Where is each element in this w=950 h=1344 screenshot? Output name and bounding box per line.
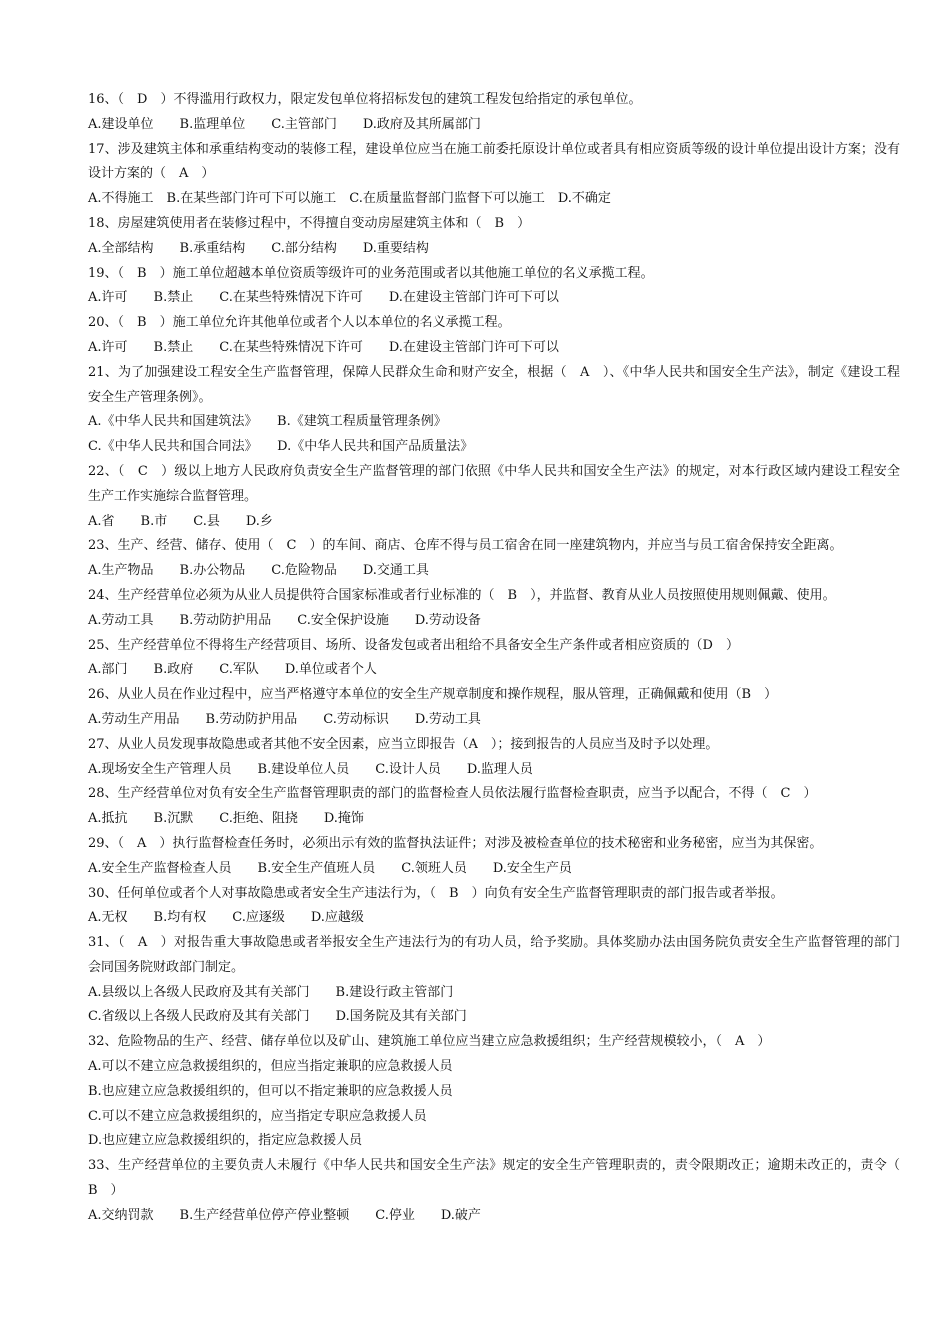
question-text: 16、（ D ）不得滥用行政权力，限定发包单位将招标发包的建筑工程发包给指定的承包单位。 (88, 92, 642, 107)
question-text: 27、从业人员发现事故隐患或者其他不安全因素，应当立即报告（A ）；接到报告的人员应当及时予以处理。 (88, 736, 719, 752)
answer-options: A.无权 B.均有权 C.应逐级 D.应越级 (88, 910, 364, 926)
question-text: 33、生产经营单位的主要负责人未履行《中华人民共和国安全生产法》规定的安全生产管理职责的，责令限期改正；逾期未改正的，责令（ B ） (88, 1158, 914, 1199)
answer-options: C.《中华人民共和国合同法》 D.《中华人民共和国产品质量法》 (88, 439, 474, 455)
question-list (88, 88, 914, 1229)
question-text: 31、（ A ）对报告重大事故隐患或者举报安全生产违法行为的有功人员，给予奖励。具体奖励办法由国务院负责安全生产监督管理的部门会同国务院财政部门制定。 (88, 935, 900, 975)
question-text: 32、危险物品的生产、经营、储存单位以及矿山、建筑施工单位应当建立应急救援组织；生产经营规模较小，（ A ） (88, 1034, 771, 1050)
answer-options: A.许可 B.禁止 C.在某些特殊情况下许可 D.在建设主管部门许可下可以 (88, 339, 559, 355)
answer-options: A.抵抗 B.沉默 C.拒绝、阻挠 D.掩饰 (88, 811, 364, 827)
answer-options: A.许可 B.禁止 C.在某些特殊情况下许可 D.在建设主管部门许可下可以 (88, 290, 559, 306)
answer-options: A.全部结构 B.承重结构 C.部分结构 D.重要结构 (88, 240, 429, 256)
question-text: 29、（ A ）执行监督检查任务时，必须出示有效的监督执法证件；对涉及被检查单位的技术秘密和业务秘密，应当为其保密。 (88, 835, 823, 851)
answer-options: A.劳动生产用品 B.劳动防护用品 C.劳动标识 D.劳动工具 (88, 711, 481, 727)
answer-options: A.省 B.市 C.县 D.乡 (88, 513, 273, 529)
answer-options: C.省级以上各级人民政府及其有关部门 D.国务院及其有关部门 (88, 1009, 467, 1025)
answer-options: B.也应建立应急救援组织的，但可以不指定兼职的应急救援人员 (88, 1083, 453, 1099)
answer-options: A.交纳罚款 B.生产经营单位停产停业整顿 C.停业 D.破产 (88, 1207, 481, 1223)
answer-options: A.安全生产监督检查人员 B.安全生产值班人员 C.领班人员 D.安全生产员 (88, 860, 572, 876)
question-text: 23、生产、经营、储存、使用（ C ）的车间、商店、仓库不得与员工宿舍在同一座建筑物内，并应当与员工宿舍保持安全距离。 (88, 538, 843, 554)
question-text: 19、（ B ）施工单位超越本单位资质等级许可的业务范围或者以其他施工单位的名义承揽工程。 (88, 265, 654, 281)
question-text: 22、（ C ）级以上地方人民政府负责安全生产监督管理的部门依照《中华人民共和国安全生产法》的规定，对本行政区域内建设工程安全生产工作实施综合监督管理。 (88, 463, 900, 504)
answer-options: A.现场安全生产管理人员 B.建设单位人员 C.设计人员 D.监理人员 (88, 761, 533, 777)
answer-options: A.县级以上各级人民政府及其有关部门 B.建设行政主管部门 (88, 984, 454, 1000)
answer-options: C.可以不建立应急救援组织的，应当指定专职应急救援人员 (88, 1108, 427, 1124)
answer-options: A.劳动工具 B.劳动防护用品 C.安全保护设施 D.劳动设备 (88, 612, 481, 628)
answer-options: A.《中华人民共和国建筑法》 B.《建筑工程质量管理条例》 (88, 414, 447, 430)
question-text: 30、任何单位或者个人对事故隐患或者安全生产违法行为，（ B ）向负有安全生产监督管理职责的部门报告或者举报。 (88, 885, 784, 901)
question-text: 20、（ B ）施工单位允许其他单位或者个人以本单位的名义承揽工程。 (88, 315, 511, 331)
question-text: 21、为了加强建设工程安全生产监督管理，保障人民群众生命和财产安全，根据（ A ）、《中华人民共和国安全生产法》，制定《建设工程安全生产管理条例》。 (88, 364, 900, 405)
answer-options: D.也应建立应急救援组织的，指定应急救援人员 (88, 1133, 363, 1149)
answer-options: A.不得施工 B.在某些部门许可下可以施工 C.在质量监督部门监督下可以施工 D.不确定 (88, 191, 611, 207)
question-text: 17、涉及建筑主体和承重结构变动的装修工程，建设单位应当在施工前委托原设计单位或者具有相应资质等级的设计单位提出设计方案；没有设计方案的（ A ） (88, 141, 900, 182)
question-text: 18、房屋建筑使用者在装修过程中，不得擅自变动房屋建筑主体和（ B ） (88, 215, 531, 231)
question-text: 25、生产经营单位不得将生产经营项目、场所、设备发包或者出租给不具备安全生产条件或者相应资质的（D ） (88, 637, 739, 653)
answer-options: A.生产物品 B.办公物品 C.危险物品 D.交通工具 (88, 563, 429, 579)
answer-options: A.建设单位 B.监理单位 C.主管部门 D.政府及其所属部门 (88, 116, 481, 132)
question-text: 26、从业人员在作业过程中，应当严格遵守本单位的安全生产规章制度和操作规程，服从管理，正确佩戴和使用（B ） (88, 687, 778, 703)
question-text: 28、生产经营单位对负有安全生产监督管理职责的部门的监督检查人员依法履行监督检查职责，应当予以配合，不得（ C ） (88, 786, 817, 802)
answer-options: A.可以不建立应急救援组织的，但应当指定兼职的应急救援人员 (88, 1059, 453, 1075)
question-text: 24、生产经营单位必须为从业人员提供符合国家标准或者行业标准的（ B ），并监督、教育从业人员按照使用规则佩戴、使用。 (88, 587, 836, 603)
answer-options: A.部门 B.政府 C.军队 D.单位或者个人 (88, 662, 377, 678)
